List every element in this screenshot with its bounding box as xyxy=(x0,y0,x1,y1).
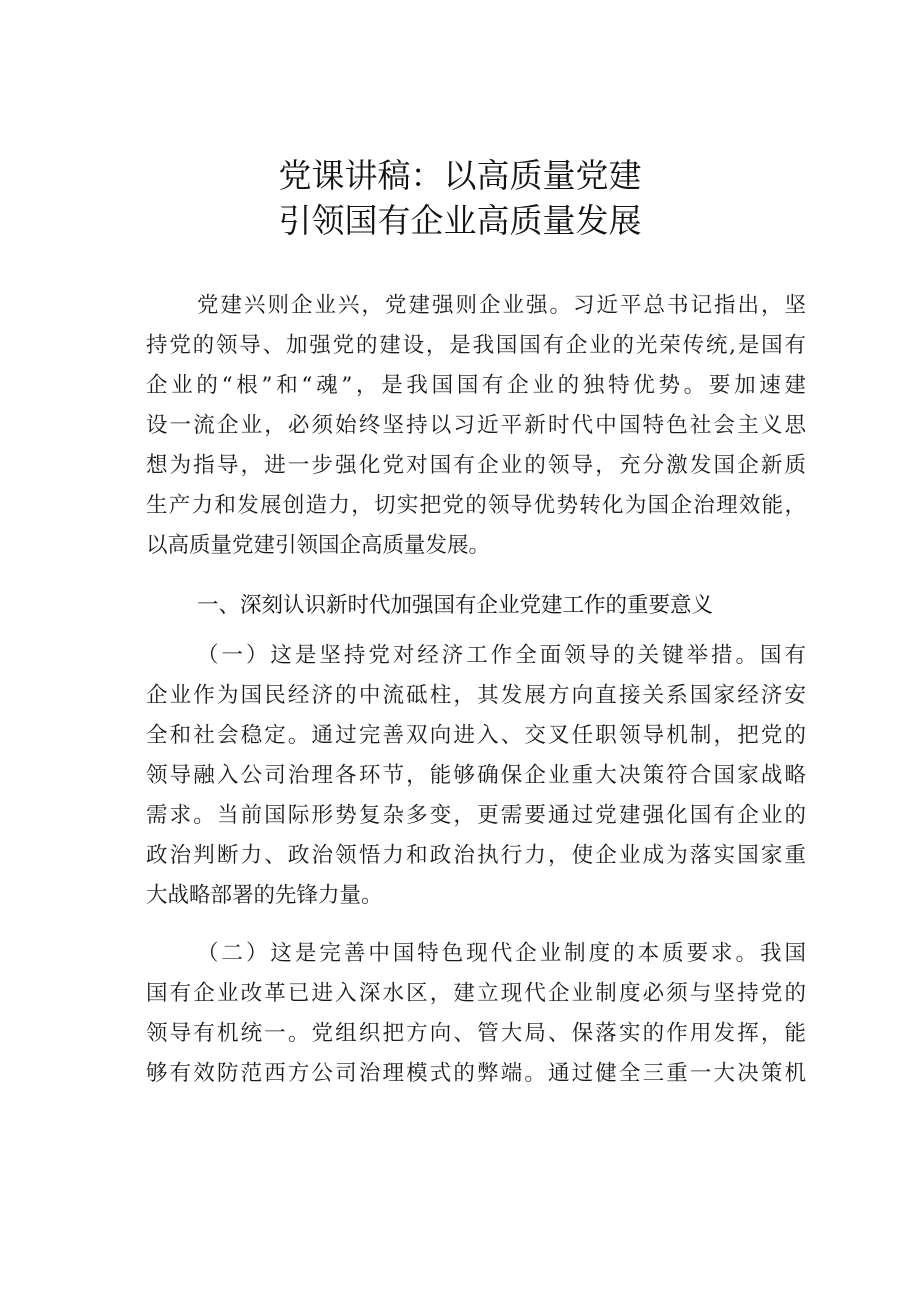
section-heading: 一、深刻认识新时代加强国有企业党建工作的重要意义 xyxy=(197,593,714,618)
para1-line: 需求。当前国际形势复杂多变，更需要通过党建强化国有企业的 xyxy=(146,803,806,828)
intro-line: 持党的领导、加强党的建设，是我国国有企业的光荣传统,是国有 xyxy=(146,333,806,358)
intro-line: 以高质量党建引领国企高质量发展。 xyxy=(146,533,491,558)
intro-line: 想为指导，进一步强化党对国有企业的领导，充分激发国企新质 xyxy=(146,453,806,478)
para1-line: 大战略部署的先锋力量。 xyxy=(146,883,383,908)
para1-line: 企业作为国民经济的中流砥柱，其发展方向直接关系国家经济安 xyxy=(146,683,806,708)
para1-line: 领导融入公司治理各环节，能够确保企业重大决策符合国家战略 xyxy=(146,763,806,788)
para2-line: 够有效防范西方公司治理模式的弊端。通过健全三重一大决策机 xyxy=(146,1061,806,1086)
para1-line: 全和社会稳定。通过完善双向进入、交叉任职领导机制，把党的 xyxy=(146,723,806,748)
para1-line: （一）这是坚持党对经济工作全面领导的关键举措。国有 xyxy=(197,643,806,668)
page-title-line-2: 引领国有企业高质量发展 xyxy=(278,201,642,240)
intro-line: 党建兴则企业兴，党建强则企业强。习近平总书记指出，坚 xyxy=(197,293,806,318)
para1-line: 政治判断力、政治领悟力和政治执行力，使企业成为落实国家重 xyxy=(146,843,806,868)
para2-line: 国有企业改革已进入深水区，建立现代企业制度必须与坚持党的 xyxy=(146,981,806,1006)
intro-line: 设一流企业，必须始终坚持以习近平新时代中国特色社会主义思 xyxy=(146,413,806,438)
intro-line: 企业的“根”和“魂”，是我国国有企业的独特优势。要加速建 xyxy=(146,373,806,398)
para2-line: （二）这是完善中国特色现代企业制度的本质要求。我国 xyxy=(197,941,806,966)
intro-line: 生产力和发展创造力，切实把党的领导优势转化为国企治理效能， xyxy=(146,493,806,518)
page-title-line-1: 党课讲稿：以高质量党建 xyxy=(278,156,642,195)
para2-line: 领导有机统一。党组织把方向、管大局、保落实的作用发挥，能 xyxy=(146,1021,806,1046)
